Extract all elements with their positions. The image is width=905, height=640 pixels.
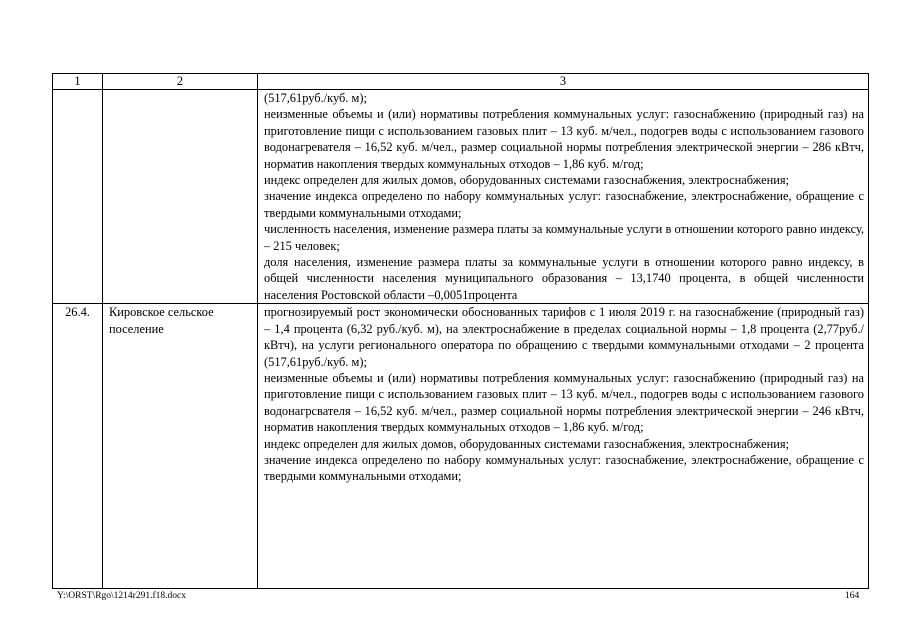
paragraph: индекс определен для жилых домов, оборудованных системами газоснабжения, электроснабжения;: [264, 173, 790, 188]
paragraph: (517,61руб./куб. м);: [264, 91, 367, 105]
row-text: [258, 90, 869, 304]
paragraph: индекс определен для жилых домов, оборудованных системами газоснабжения, электроснабжения;: [264, 436, 790, 451]
paragraph: значение индекса определено по набору коммунальных услуг: газоснабжение, электроснабжение, обращение с твердыми коммунальными отходами;: [264, 452, 864, 484]
table-row: [53, 90, 869, 304]
row-text: [258, 304, 869, 589]
header-cell-1: 1: [53, 74, 103, 90]
footer-page-number: 164: [845, 591, 860, 601]
footer-file-path: Y:\ORST\Rgo\1214r291.f18.docx: [57, 591, 186, 601]
row-number: [53, 90, 103, 304]
paragraph: прогнозируемый рост экономически обоснованных тарифов с 1 июля 2019 г. на газоснабжение (природный газ) – 1,4 процента (6,32 руб./куб. м), на электроснабжение в пределах социальной нормы – 1,8 процента (2,77руб./кВтч), на услуги регионального оператора по обращению с твердыми коммунальными отходами – 2 процента (517,61руб./куб. м);: [264, 305, 864, 369]
row-number: 26.4.: [53, 304, 103, 589]
paragraph: доля населения, изменение размера платы за коммунальные услуги в отношении которого равно индексу, в общей численности населения муниципального образования – 13,1740 процента, в общей численности населения Ростовской области –0,0051процента: [264, 255, 864, 302]
row-text-clip: [264, 304, 864, 588]
row-name: [103, 90, 258, 304]
paragraph: неизменные объемы и (или) нормативы потребления коммунальных услуг: газоснабжению (природный газ) на приготовление пищи с использованием газовых плит – 13 куб. м/чел., подогрев воды с использованием газового водонагрсвателя – 16,52 куб. м/чел., размер социальной нормы потребления электрической энергии – 246 кВтч, норматив накопления твердых коммунальных отходов – 1,86 куб. м/год;: [264, 370, 864, 435]
header-cell-2: 2: [103, 74, 258, 90]
document-table: [52, 73, 869, 589]
paragraph: численность населения, изменение размера платы за коммунальные услуги в отношении которого равно индексу, – 215 человек;: [264, 222, 864, 253]
paragraph: значение индекса определено по набору коммунальных услуг: газоснабжение, электроснабжение, обращение с твердыми коммунальными отходами;: [264, 189, 864, 220]
table-row: [53, 304, 869, 589]
header-cell-3: 3: [258, 74, 869, 90]
row-name: Кировское сельское поселение: [103, 304, 258, 589]
table-header-row: [53, 74, 869, 90]
paragraph: неизменные объемы и (или) нормативы потребления коммунальных услуг: газоснабжению (природный газ) на приготовление пищи с использованием газовых плит – 13 куб. м/чел., подогрев воды с использованием газового водонагревателя – 16,52 куб. м/чел., размер социальной нормы потребления электрической энергии – 286 кВтч, норматив накопления твердых коммунальных отходов – 1,86 куб. м/год;: [264, 107, 864, 171]
